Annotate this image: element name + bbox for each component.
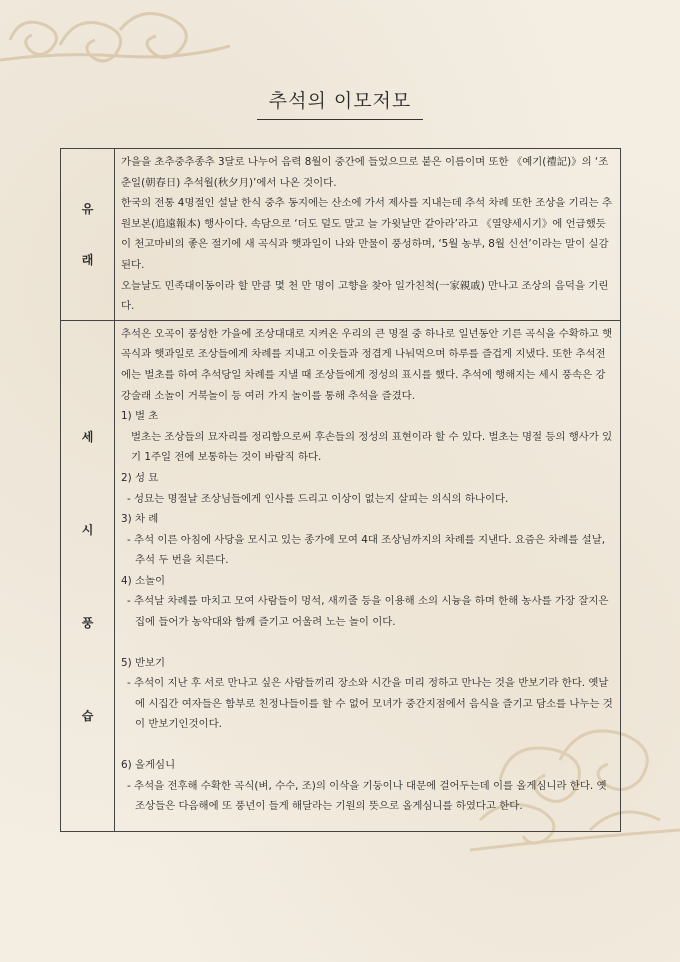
- section-heading-origin: 유 래: [61, 149, 115, 321]
- spacer: [121, 735, 614, 755]
- paragraph: 추석은 오곡이 풍성한 가을에 조상대대로 지켜온 우리의 큰 명절 중 하나로 일년동안 기른 곡식을 수확하고 햇곡식과 햇과일로 조상들에게 차례를 지내고 이웃들과 정겹게 나눠먹으며 하루를 즐겁게 지냈다. 또한 추석전에는 벌초를 하여 추석당일 차례를 지낼 때 조상들에게 정성의 표시를 했다. 추석에 행해지는 세시 풍속은 강강술래 소놀이 거북놀이 등 여러 가지 놀이를 통해 추석을 즐겼다.: [121, 327, 613, 402]
- item-label: 1) 벌 초: [121, 410, 159, 423]
- content-table: [60, 148, 621, 832]
- item-label: 4) 소놀이: [121, 574, 166, 587]
- section-body-origin: [115, 149, 621, 321]
- item-label: 3) 차 례: [121, 513, 159, 526]
- item-text: - 추석 이른 아침에 사당을 모시고 있는 종가에 모여 4대 조상님까지의 차례를 지낸다. 요즘은 차례를 설날, 추석 두 번을 치른다.: [127, 533, 606, 567]
- paragraph: 가을을 초추중추종추 3달로 나누어 음력 8월이 중간에 들었으므로 붙은 이름이며 또한 《예기(禮記)》의 ‘조춘일(朝春日) 추석월(秋夕月)’에서 나온 것이다.: [121, 156, 609, 189]
- item-text: - 추석을 전후해 수확한 곡식(벼, 수수, 조)의 이삭을 기둥이나 대문에 걸어두는데 이를 올게심니라 한다. 옛조상들은 다음해에 또 풍년이 들게 해달라는 기원의 뜻으로 올게심니를 하였다고 한다.: [127, 779, 607, 813]
- item-label: 6) 올게심니: [121, 759, 176, 772]
- item-label: 2) 성 묘: [121, 471, 159, 484]
- paragraph: 오늘날도 민족대이동이라 할 만큼 몇 천 만 명이 고향을 찾아 일가친척(一家親戚) 만나고 조상의 음덕을 기린다.: [121, 279, 609, 313]
- item-text: 벌초는 조상들의 묘자리를 정리함으로써 후손들의 정성의 표현이라 할 수 있다. 벌초는 명절 등의 행사가 있기 1주일 전에 보통하는 것이 바람직 하다.: [131, 430, 613, 464]
- section-heading-customs: 세 시 풍 습: [61, 320, 115, 831]
- item-label: 5) 반보기: [121, 656, 166, 669]
- section-customs-row: [61, 320, 621, 831]
- item-text: - 추석이 지난 후 서로 만나고 싶은 사람들끼리 장소와 시간을 미리 정하고 만나는 것을 반보기라 한다. 옛날에 시집간 여자들은 함부로 친정나들이를 할 수 없어 모녀가 중간지점에서 음식을 즐기고 담소를 나누는 것이 반보기인것이다.: [127, 677, 613, 731]
- page-title: 추석의 이모저모: [257, 86, 424, 120]
- cloud-ornament-icon: [0, 0, 240, 80]
- section-origin-row: [61, 149, 621, 321]
- paragraph: 한국의 전통 4명절인 설날 한식 중추 동지에는 산소에 가서 제사를 지내는데 추석 차례 또한 조상을 기리는 추원보본(追遠報本) 행사이다. 속담으로 ‘더도 덜도 말고 늘 가윗날만 같아라’라고 《열양세시기》에 언급했듯이 천고마비의 좋은 절기에 새 곡식과 햇과일이 나와 만물이 풍성하며, ‘5월 농부, 8월 신선’이라는 말이 실감된다.: [121, 197, 613, 271]
- item-text: - 추석날 차례를 마치고 모여 사람들이 멍석, 새끼줄 등을 이용해 소의 시늉을 하며 한해 농사를 가장 잘지은 집에 들어가 농악대와 함께 즐기고 어울려 노는 놀이 이다.: [127, 595, 609, 629]
- section-body-customs: [115, 320, 621, 831]
- spacer: [121, 633, 614, 653]
- item-text: - 성묘는 명절날 조상님들에게 인사를 드리고 이상이 없는지 살피는 의식의 하나이다.: [127, 492, 509, 505]
